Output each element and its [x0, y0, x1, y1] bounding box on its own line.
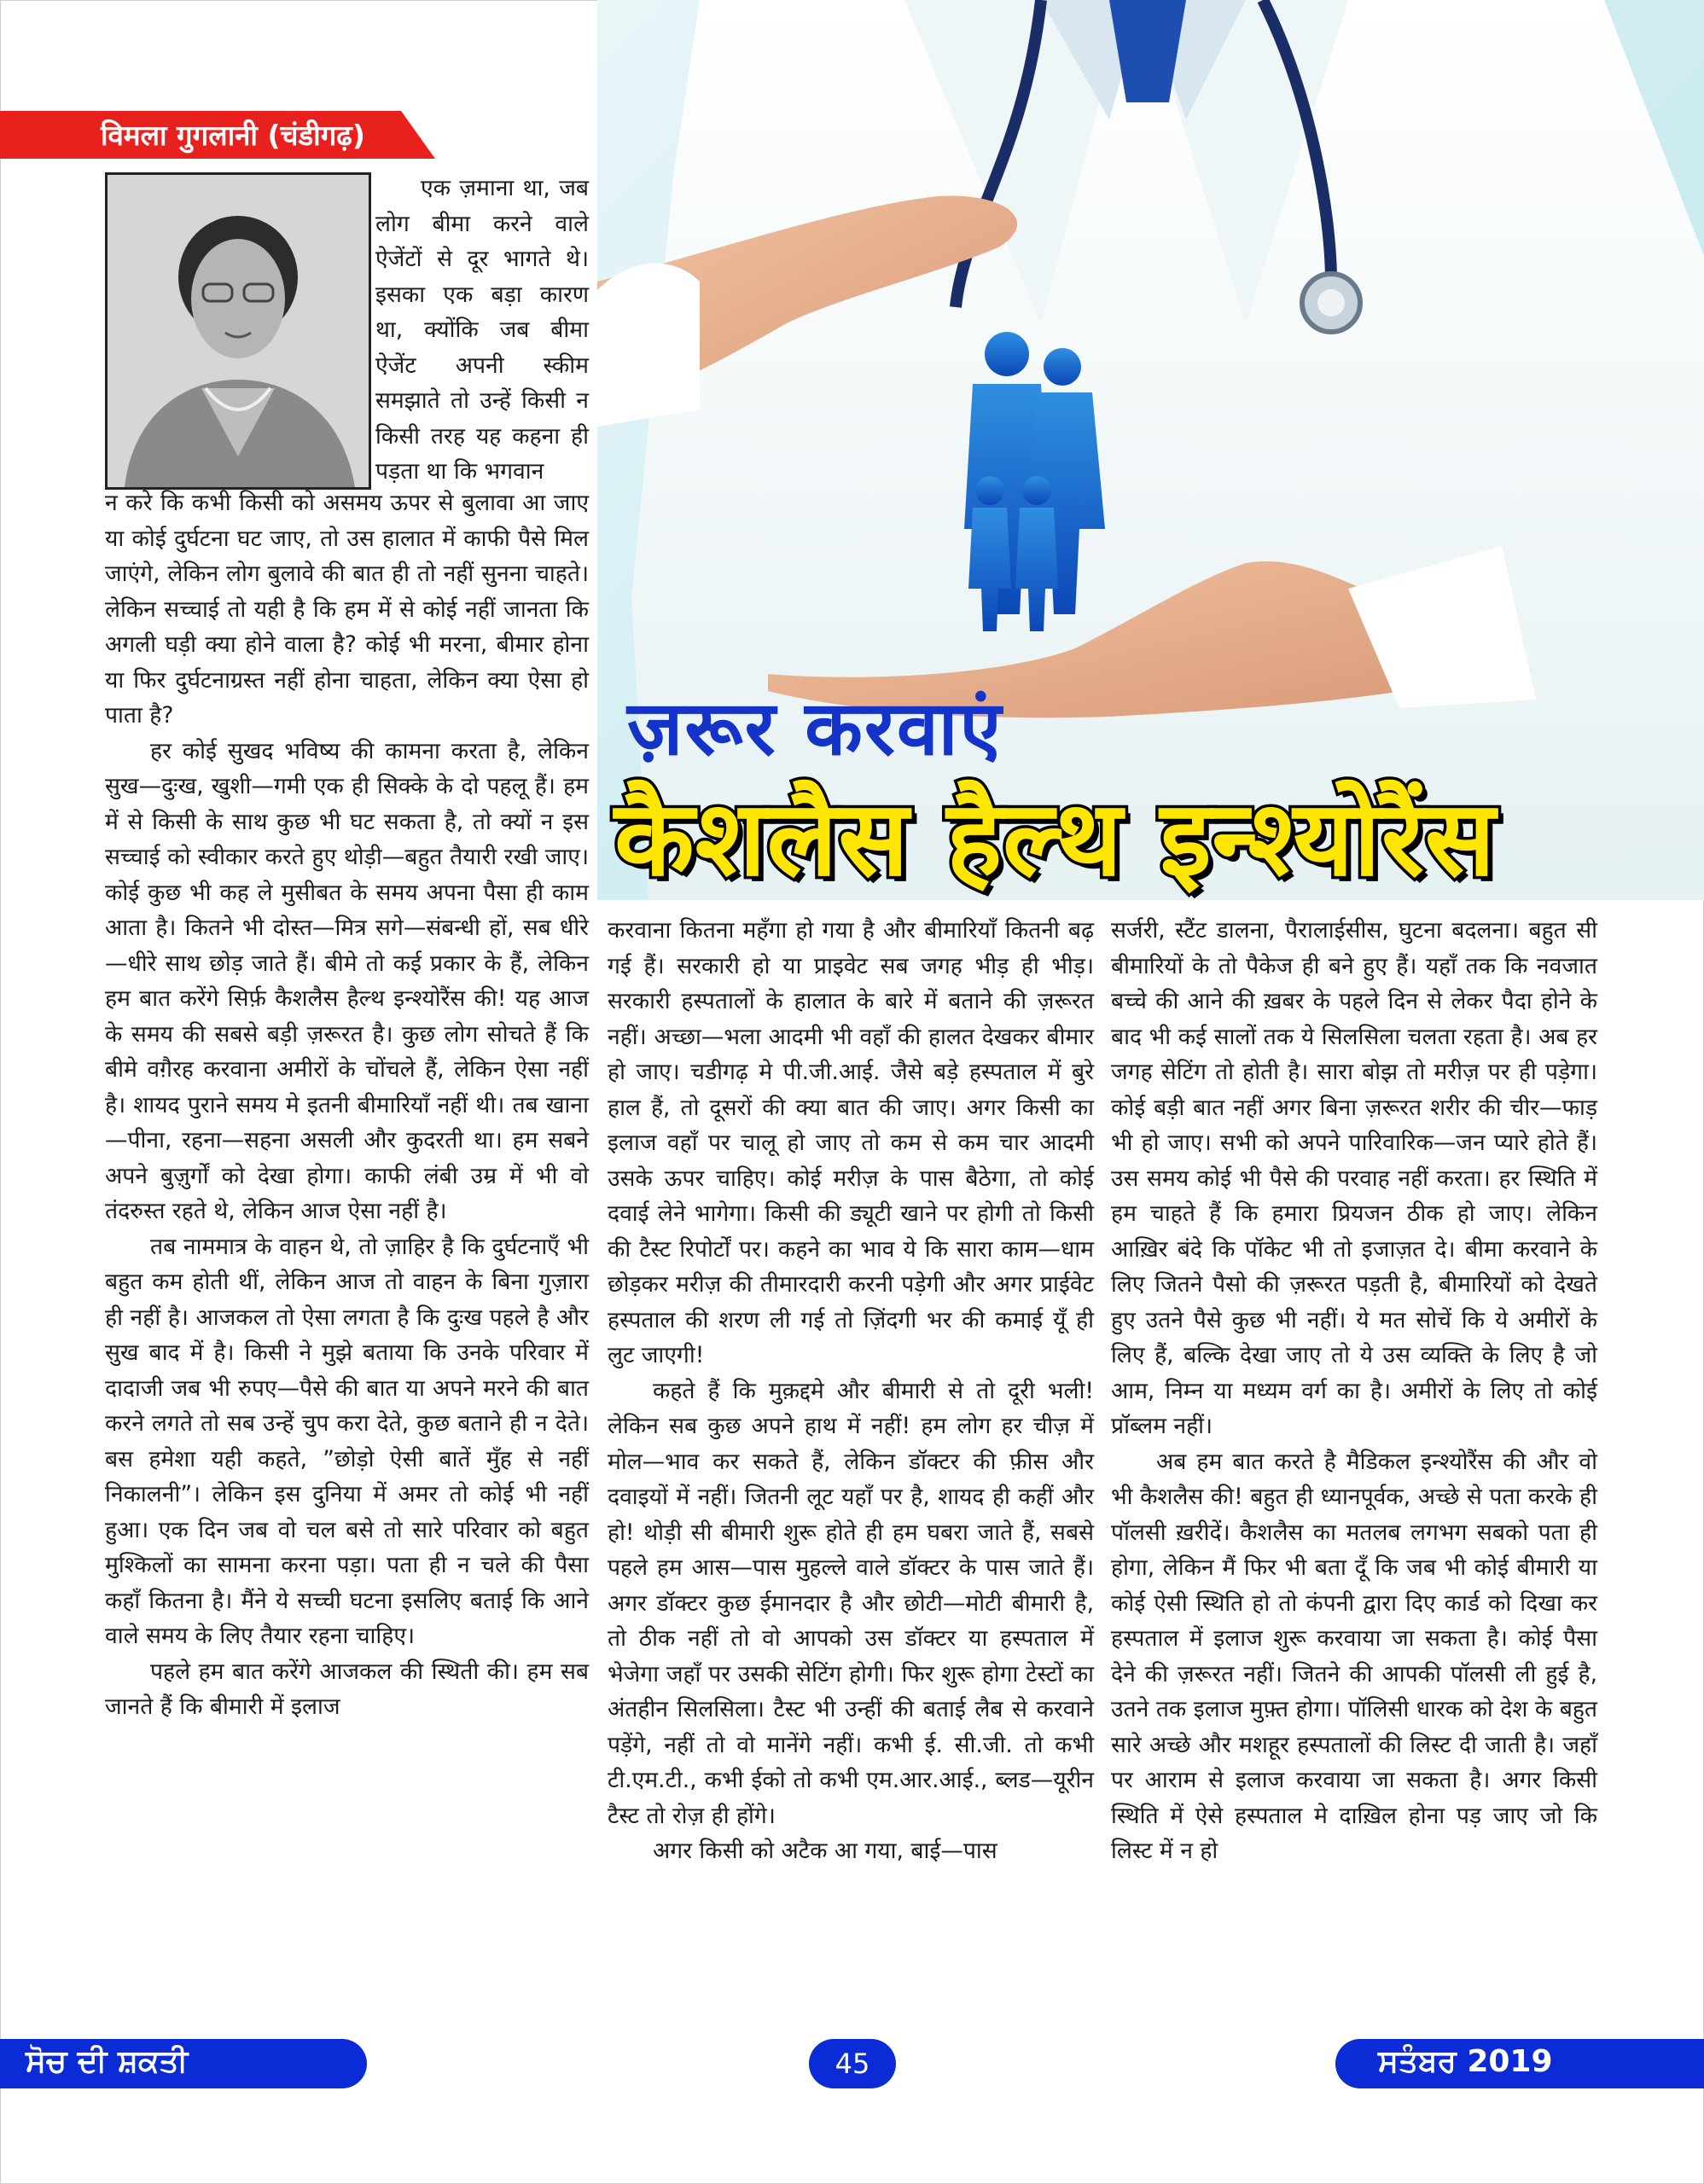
article-column-right [1111, 913, 1597, 1869]
paragraph: तब नाममात्र के वाहन थे, तो ज़ाहिर है कि दुर्घटनाएँ भी बहुत कम होती थीं, लेकिन आज तो वाहन के बिना गुज़ारा ही नहीं है। आजकल तो ऐसा लगता है कि दुःख पहले है और सुख बाद में है। किसी ने मुझे बताया कि उनके परिवार में दादाजी जब भी रुपए—पैसे की बात या अपने मरने की बात करने लगते तो सब उन्हें चुप करा देते, कुछ बताने ही न देते। बस हमेशा यही कहते, ”छोड़ो ऐसी बातें मुँह से नहीं निकालनी”। लेकिन इस दुनिया में अमर तो कोई भी नहीं हुआ। एक दिन जब वो चल बसे तो सारे परिवार को बहुत मुश्किलों का सामना करना पड़ा। पता ही न चले की पैसा कहाँ कितना है। मैंने ये सच्ची घटना इसलिए बताई कि आने वाले समय के लिए तैयार रहना चाहिए। [105, 1233, 589, 1649]
paragraph: न करे कि कभी किसी को असमय ऊपर से बुलावा आ जाए या कोई दुर्घटना घट जाए, तो उस हालात में काफी पैसे मिल जाएंगे, लेकिन लोग बुलावे की बात ही तो नहीं सुनना चाहते। लेकिन सच्चाई तो यही है कि हम में से कोई नहीं जानता कि अगली घड़ी क्या होने वाला है? कोई भी मरना, बीमार होना या फिर दुर्घटनाग्रस्त नहीं होना चाहता, लेकिन क्या ऐसा हो पाता है? [105, 490, 589, 729]
footer-magazine-name: ਸੋਚ ਦੀ ਸ਼ਕਤੀ [26, 2044, 189, 2079]
paragraph: हर कोई सुखद भविष्य की कामना करता है, लेकिन सुख—दुःख, खुशी—गमी एक ही सिक्के के दो पहलू हैं। हम में से किसी के साथ कुछ भी घट सकता है, तो क्यों न इस सच्चाई को स्वीकार करते हुए थोड़ी—बहुत तैयारी रखी जाए। कोई कुछ भी कह ले मुसीबत के समय अपना पैसा ही काम आता है। कितने भी दोस्त—मित्र सगे—संबन्धी हों, सब धीरे—धीरे साथ छोड़ जाते हैं। बीमे तो कई प्रकार के हैं, लेकिन हम बात करेंगे सिर्फ़ कैशलैस हैल्थ इन्श्योरैंस की! यह आज के समय की सबसे बड़ी ज़रूरत है। कुछ लोग सोचते हैं कि बीमे वग़ैरह करवाना अमीरों के चोंचले हैं, लेकिन ऐसा नहीं है। शायद पुराने समय मे इतनी बीमारियाँ नहीं थी। तब खाना—पीना, रहना—सहना असली और कुदरती था। हम सबने अपने बुज़ुर्गों को देखा होगा। काफी लंबी उम्र में भी वो तंदरुस्त रहते थे, लेकिन आज ऐसा नहीं है। [105, 737, 589, 1224]
paragraph: कहते हैं कि मुक़द्दमे और बीमारी से तो दूरी भली! लेकिन सब कुछ अपने हाथ में नहीं! हम लोग हर चीज़ में मोल—भाव कर सकते हैं, लेकिन डॉक्टर की फ़ीस और दवाइयों में नहीं। जितनी लूट यहाँ पर है, शायद ही कहीं और हो! थोड़ी सी बीमारी शुरू होते ही हम घबरा जाते हैं, सबसे पहले हम आस—पास मुहल्ले वाले डॉक्टर के पास जाते हैं। अगर डॉक्टर कुछ ईमानदार है और छोटी—मोटी बीमारी है, तो ठीक नहीं तो वो आपको उस डॉक्टर या हस्पताल में भेजेगा जहाँ पर उसकी सेटिंग होगी। फिर शुरू होगा टेस्टों का अंतहीन सिलसिला। टैस्ट भी उन्हीं की बताई लैब से करवाने पड़ेंगे, नहीं तो वो मानेंगे नहीं। कभी ई. सी.जी. तो कभी टी.एम.टी., कभी ईको तो कभी एम.आर.आई., ब्लड—यूरीन टैस्ट तो रोज़ ही होंगे। [608, 1377, 1094, 1829]
headline-title: कैशलैस हैल्थ इन्श्योरैंस [614, 778, 1497, 899]
portrait-image [108, 175, 369, 487]
paragraph: पहले हम बात करेंगे आजकल की स्थिती की। हम सब जानते हैं कि बीमारी में इलाज [105, 1658, 589, 1720]
headline-subtitle: ज़रूर करवाएं [627, 684, 1003, 772]
paragraph: करवाना कितना महँगा हो गया है और बीमारियाँ कितनी बढ़ गई हैं। सरकारी हो या प्राइवेट सब जगह भीड़ ही भीड़। सरकारी हस्पतालों के हालात के बारे में बताने की ज़रूरत नहीं। अच्छा—भला आदमी भी वहाँ की हालत देखकर बीमार हो जाए। चडीगढ़ मे पी.जी.आई. जैसे बड़े हस्पताल में बुरे हाल हैं, तो दूसरों की क्या बात की जाए। अगर किसी का इलाज वहाँ पर चालू हो जाए तो कम से कम चार आदमी उसके ऊपर चाहिए। कोई मरीज़ के पास बैठेगा, तो कोई दवाई लेने भागेगा। किसी की ड्यूटी खाने पर होगी तो किसी की टैस्ट रिपोर्टों पर। कहने का भाव ये कि सारा काम—धाम छोड़कर मरीज़ की तीमारदारी करनी पड़ेगी और अगर प्राईवेट हस्पताल की शरण ली गई तो ज़िंदगी भर की कमाई यूँ ही लुट जाएगी! [608, 917, 1094, 1368]
intro-paragraph: एक ज़माना था, जब लोग बीमा करने वाले ऐजेंटों से दूर भागते थे। इसका एक बड़ा कारण था, क्योंकि जब बीमा ऐजेंट अपनी स्कीम समझाते तो उन्हें किसी न किसी तरह यह कहना ही पड़ता था कि भगवान [375, 175, 589, 485]
author-photo [105, 172, 371, 490]
author-name: विमला गुगलानी (चंडीगढ़) [101, 119, 365, 152]
footer-issue-date: ਸਤੰਬਰ 2019 [1378, 2044, 1553, 2079]
article-column-left [105, 485, 589, 1725]
paragraph: अगर किसी को अटैक आ गया, बाई—पास [653, 1838, 997, 1864]
page-number: 45 [835, 2048, 870, 2080]
article-column-middle [608, 913, 1094, 1869]
paragraph: सर्जरी, स्टैंट डालना, पैरालाईसीस, घुटना बदलना। बहुत सी बीमारियों के तो पैकेज ही बने हुए हैं। यहाँ तक कि नवजात बच्चे की आने की ख़बर के पहले दिन से लेकर पैदा होने के बाद भी कई सालों तक ये सिलसिला चलता रहता है। अब हर जगह सेटिंग तो होती है। सारा बोझ तो मरीज़ पर ही पड़ेगा। कोई बड़ी बात नहीं अगर बिना ज़रूरत शरीर की चीर—फाड़ भी हो जाए। सभी को अपने पारिवारिक—जन प्यारे होते हैं। उस समय कोई भी पैसे की परवाह नहीं करता। हर स्थिति में हम चाहते हैं कि हमारा प्रियजन ठीक हो जाए। लेकिन आख़िर बंदे कि पॉकेट भी तो इजाज़त दे। बीमा करवाने के लिए जितने पैसो की ज़रूरत पड़ती है, बीमारियों को देखते हुए उतने पैसे कुछ भी नहीं। ये मत सोचें कि ये अमीरों के लिए हैं, बल्कि देखा जाए तो ये उस व्यक्ति के लिए है जो आम, निम्न या मध्यम वर्ग का है। अमीरों के लिए तो कोई प्रॉब्लम नहीं। [1111, 917, 1597, 1439]
article-intro [375, 171, 589, 490]
paragraph: अब हम बात करते है मैडिकल इन्श्योरैंस की और वो भी कैशलैस की! बहुत ही ध्यानपूर्वक, अच्छे से पता करके ही पॉलसी ख़रीदें। कैशलैस का मतलब लगभग सबको पता ही होगा, लेकिन मैं फिर भी बता दूँ कि जब भी कोई बीमारी या कोई ऐसी स्थिति हो तो कंपनी द्वारा दिए कार्ड को दिखा कर हस्पताल में इलाज शुरू करवाया जा सकता है। कोई पैसा देने की ज़रूरत नहीं। जितने की आपकी पॉलसी ली हुई है, उतने तक इलाज मुफ़्त होगा। पॉलिसी धारक को देश के बहुत सारे अच्छे और मशहूर हस्पतालों की लिस्ट दी जाती है। जहाँ पर आराम से इलाज करवाया जा सकता है। अगर किसी स्थिति में ऐसे हस्पताल मे दाख़िल होना पड़ जाए जो कि लिस्ट में न हो [1111, 1448, 1597, 1864]
